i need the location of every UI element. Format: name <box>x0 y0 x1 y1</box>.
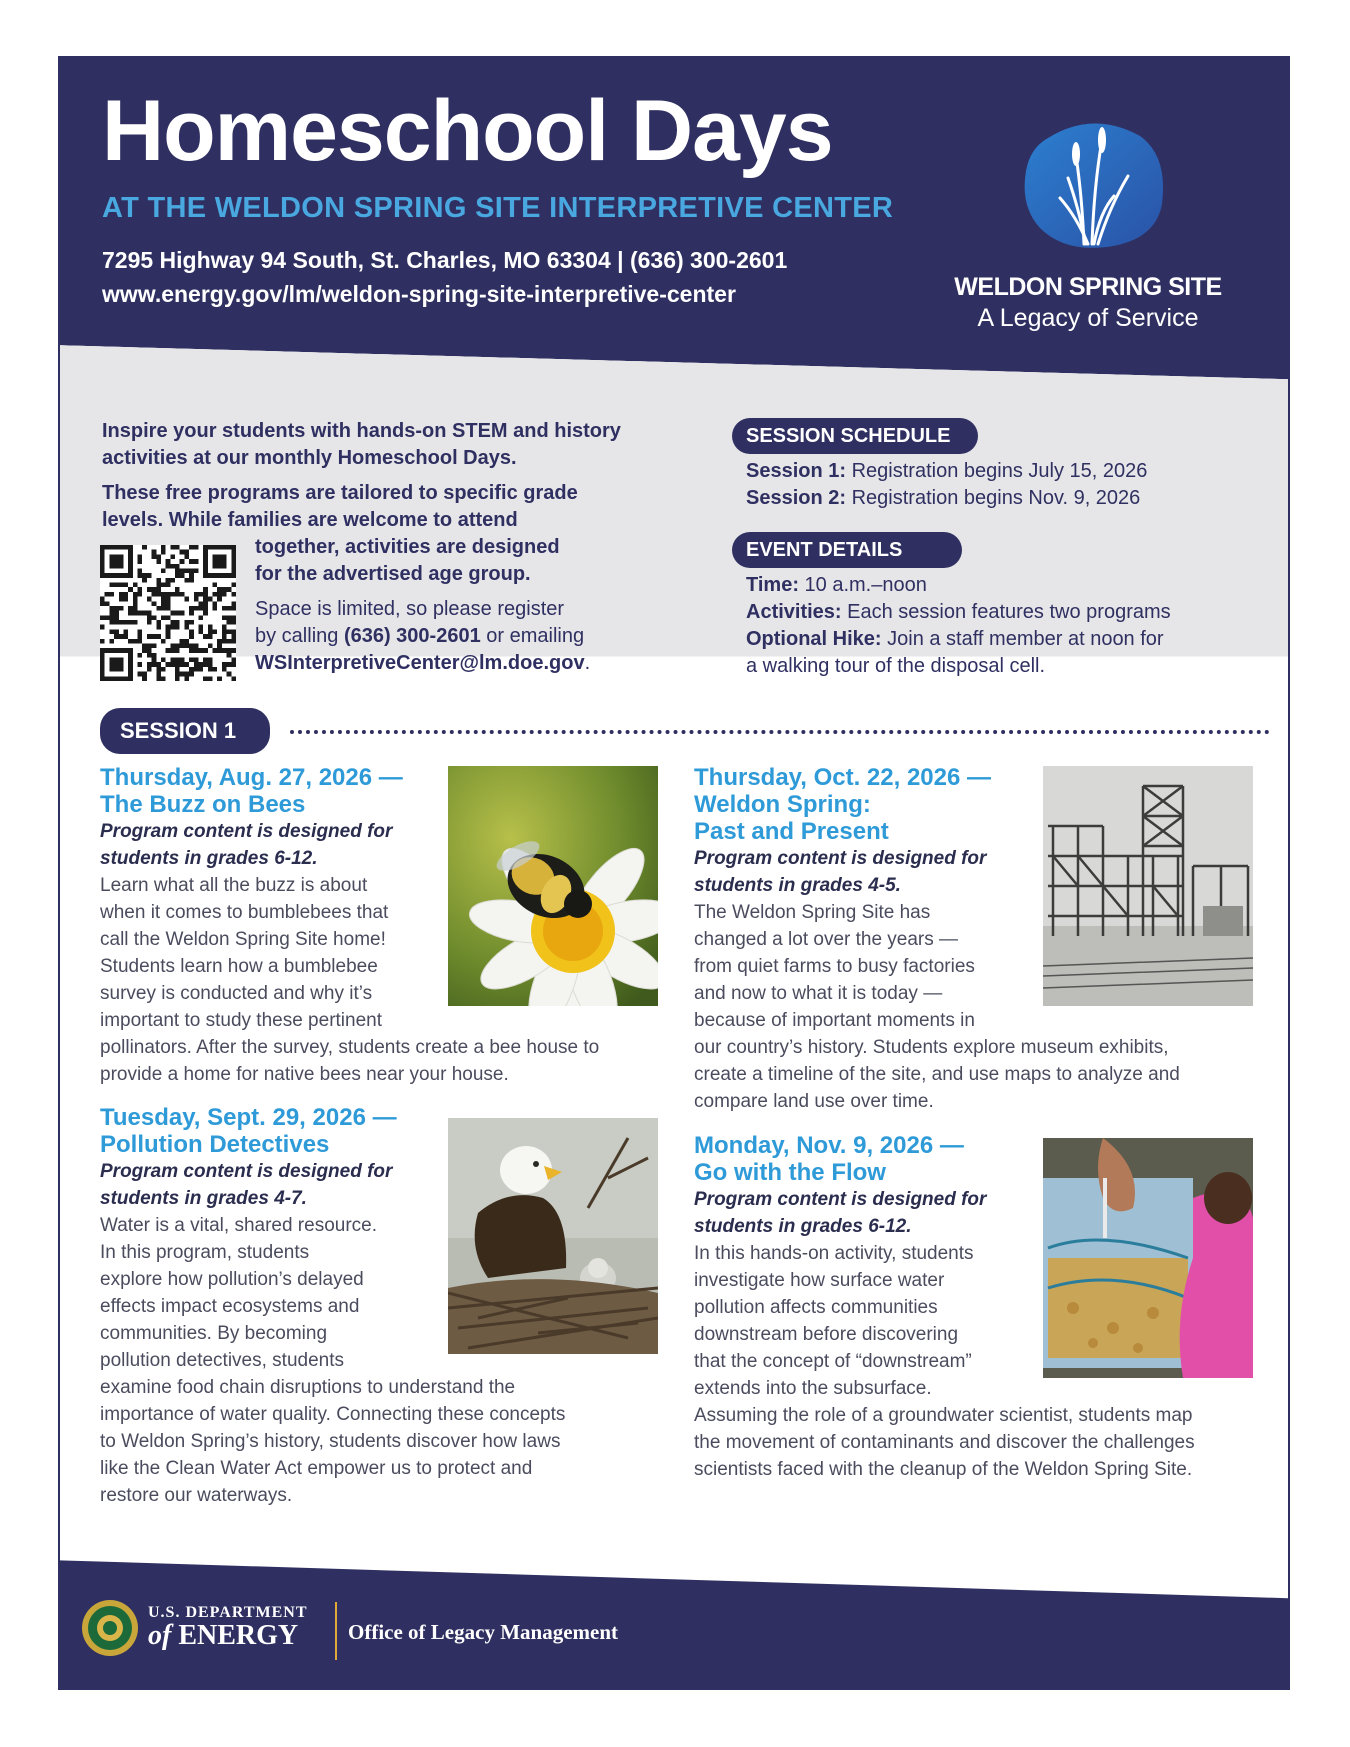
schedule-item <box>746 485 1226 512</box>
event-body-line: to Weldon Spring’s history, students discover how laws <box>100 1431 561 1452</box>
event-title: Tuesday, Sept. 29, 2026 — <box>100 1104 397 1131</box>
flyer <box>58 56 1290 1690</box>
event-body-line: because of important moments in <box>694 1010 975 1031</box>
event-grade-note: students in grades 6-12. <box>100 848 318 869</box>
doe-seal-icon <box>80 1598 140 1658</box>
event-body-line: the movement of contaminants and discover the challenges <box>694 1432 1195 1453</box>
event-grade-note: students in grades 4-5. <box>694 875 901 896</box>
dotted-divider <box>290 730 1270 734</box>
registration-text <box>255 596 655 677</box>
event-body-line: call the Weldon Spring Site home! <box>100 929 386 950</box>
event-details-heading: EVENT DETAILS <box>732 532 962 568</box>
address-line: 7295 Highway 94 South, St. Charles, MO 63304 | (636) 300-2601 <box>102 247 788 273</box>
schedule-item <box>746 458 1226 485</box>
event-title: Monday, Nov. 9, 2026 — <box>694 1132 964 1159</box>
event-body-line: and now to what it is today — <box>694 983 943 1004</box>
event-body-line: important to study these pertinent <box>100 1010 382 1031</box>
event-body-line: investigate how surface water <box>694 1270 945 1291</box>
footer-divider <box>335 1602 337 1660</box>
detail-text: Join a staff member at noon for <box>881 628 1164 650</box>
event-body-line: survey is conducted and why it’s <box>100 983 373 1004</box>
registration-line: Space is limited, so please register <box>255 598 565 620</box>
event-grade-note: Program content is designed for <box>694 848 987 869</box>
event-body-line: Students learn how a bumblebee <box>100 956 378 977</box>
office-name: Office of Legacy Management <box>348 1620 618 1644</box>
registration-email-link[interactable]: WSInterpretiveCenter@lm.doe.gov <box>255 652 585 674</box>
event-body-line: changed a lot over the years — <box>694 929 959 950</box>
event-body-line: importance of water quality. Connecting these concepts <box>100 1404 566 1425</box>
session-1-label: SESSION 1 <box>100 708 270 754</box>
event-body-line: downstream before discovering <box>694 1324 959 1345</box>
qr-code[interactable] <box>100 545 236 681</box>
detail-text: 10 a.m.–noon <box>798 574 927 596</box>
event-body-line: Assuming the role of a groundwater scientist, students map <box>694 1405 1193 1426</box>
registration-line <box>255 650 655 677</box>
event-body-line: explore how pollution’s delayed <box>100 1269 364 1290</box>
doe-wordmark-top: U.S. DEPARTMENT <box>148 1604 308 1621</box>
event-grade-note: students in grades 4-7. <box>100 1188 307 1209</box>
event-body-line: Water is a vital, shared resource. <box>100 1215 378 1236</box>
bumblebee-on-daisy-photo <box>448 766 658 1006</box>
event-body-line: create a timeline of the site, and use maps to analyze and <box>694 1064 1180 1085</box>
historic-construction-photo <box>1043 766 1253 1006</box>
event-grade-note: Program content is designed for <box>100 821 393 842</box>
event-body-line: restore our waterways. <box>100 1485 293 1506</box>
event-body-line: that the concept of “downstream” <box>694 1351 972 1372</box>
event-details-list <box>746 572 1226 680</box>
intro-paragraph: Inspire your students with hands-on STEM and history activities at our monthly Homeschool Days. <box>102 420 621 469</box>
schedule-item-label: Session 2: <box>746 487 847 509</box>
intro-line: levels. While families are welcome to attend <box>102 509 518 531</box>
doe-wordmark-of: of <box>148 1620 172 1651</box>
event-body-line: Learn what all the buzz is about <box>100 875 368 896</box>
event-body-line: In this program, students <box>100 1242 310 1263</box>
logo-tagline: A Legacy of Service <box>977 304 1199 332</box>
event-body-line: In this hands-on activity, students <box>694 1243 974 1264</box>
event-body-line: The Weldon Spring Site has <box>694 902 931 923</box>
event-body-line: compare land use over time. <box>694 1091 934 1112</box>
schedule-item-text: Registration begins Nov. 9, 2026 <box>846 487 1141 509</box>
event-body-line: like the Clean Water Act empower us to protect and <box>100 1458 533 1479</box>
event-title: The Buzz on Bees <box>100 791 306 818</box>
event-grade-note: students in grades 6-12. <box>694 1216 912 1237</box>
event-detail-hike <box>746 626 1226 653</box>
registration-phone[interactable]: (636) 300-2601 <box>343 625 481 647</box>
event-body-line: effects impact ecosystems and <box>100 1296 360 1317</box>
event-detail-time <box>746 572 1226 599</box>
event-body-line: from quiet farms to busy factories <box>694 956 975 977</box>
event-body-line: pollinators. After the survey, students create a bee house to <box>100 1037 600 1058</box>
bald-eagle-nest-photo <box>448 1118 658 1354</box>
event-body-line: when it comes to bumblebees that <box>100 902 389 923</box>
event-title: Pollution Detectives <box>100 1131 330 1158</box>
doe-wordmark-bottom <box>148 1622 307 1650</box>
website-link[interactable]: www.energy.gov/lm/weldon-spring-site-interpretive-center <box>102 281 736 307</box>
registration-text-part: . <box>584 652 591 674</box>
detail-label: Optional Hike: <box>746 628 882 650</box>
logo-name: WELDON SPRING SITE <box>954 273 1222 301</box>
event-grade-note: Program content is designed for <box>100 1161 393 1182</box>
event-title: Go with the Flow <box>694 1159 886 1186</box>
event-title: Past and Present <box>694 818 889 845</box>
event-body-line: examine food chain disruptions to understand the <box>100 1377 516 1398</box>
doe-wordmark-energy: ENERGY <box>178 1620 299 1651</box>
detail-label: Time: <box>746 574 799 596</box>
session-schedule-list <box>746 458 1226 512</box>
event-title: Thursday, Oct. 22, 2026 — <box>694 764 992 791</box>
detail-text: Each session features two programs <box>841 601 1171 623</box>
page-title: Homeschool Days <box>102 83 833 179</box>
page-subtitle: AT THE WELDON SPRING SITE INTERPRETIVE CENTER <box>102 192 894 224</box>
intro-paragraph-2 <box>102 480 642 534</box>
event-body-line: our country’s history. Students explore museum exhibits, <box>694 1037 1169 1058</box>
doe-wordmark <box>148 1604 307 1650</box>
groundwater-model-photo <box>1043 1138 1253 1378</box>
event-title: Thursday, Aug. 27, 2026 — <box>100 764 403 791</box>
event-body-line: communities. By becoming <box>100 1323 328 1344</box>
intro-line: These free programs are tailored to specific grade <box>102 482 578 504</box>
event-body-line: scientists faced with the cleanup of the Weldon Spring Site. <box>694 1459 1193 1480</box>
event-body-line: provide a home for native bees near your house. <box>100 1064 509 1085</box>
detail-text: a walking tour of the disposal cell. <box>746 655 1046 677</box>
intro-line: for the advertised age group. <box>255 563 531 585</box>
event-title: Weldon Spring: <box>694 791 871 818</box>
event-body-line: extends into the subsurface. <box>694 1378 932 1399</box>
event-body-line: pollution affects communities <box>694 1297 938 1318</box>
registration-text-part: by calling <box>255 625 344 647</box>
session-schedule-heading: SESSION SCHEDULE <box>732 418 978 454</box>
cattail-grass-icon <box>1018 116 1168 251</box>
intro-paragraph-2-indent <box>255 534 655 588</box>
intro-line: together, activities are designed <box>255 536 560 558</box>
event-detail-activities <box>746 599 1226 626</box>
event-body-line: pollution detectives, students <box>100 1350 344 1371</box>
schedule-item-label: Session 1: <box>746 460 847 482</box>
detail-label: Activities: <box>746 601 842 623</box>
event-grade-note: Program content is designed for <box>694 1189 987 1210</box>
registration-text-part: or emailing <box>480 625 585 647</box>
registration-line <box>255 623 655 650</box>
schedule-item-text: Registration begins July 15, 2026 <box>846 460 1148 482</box>
